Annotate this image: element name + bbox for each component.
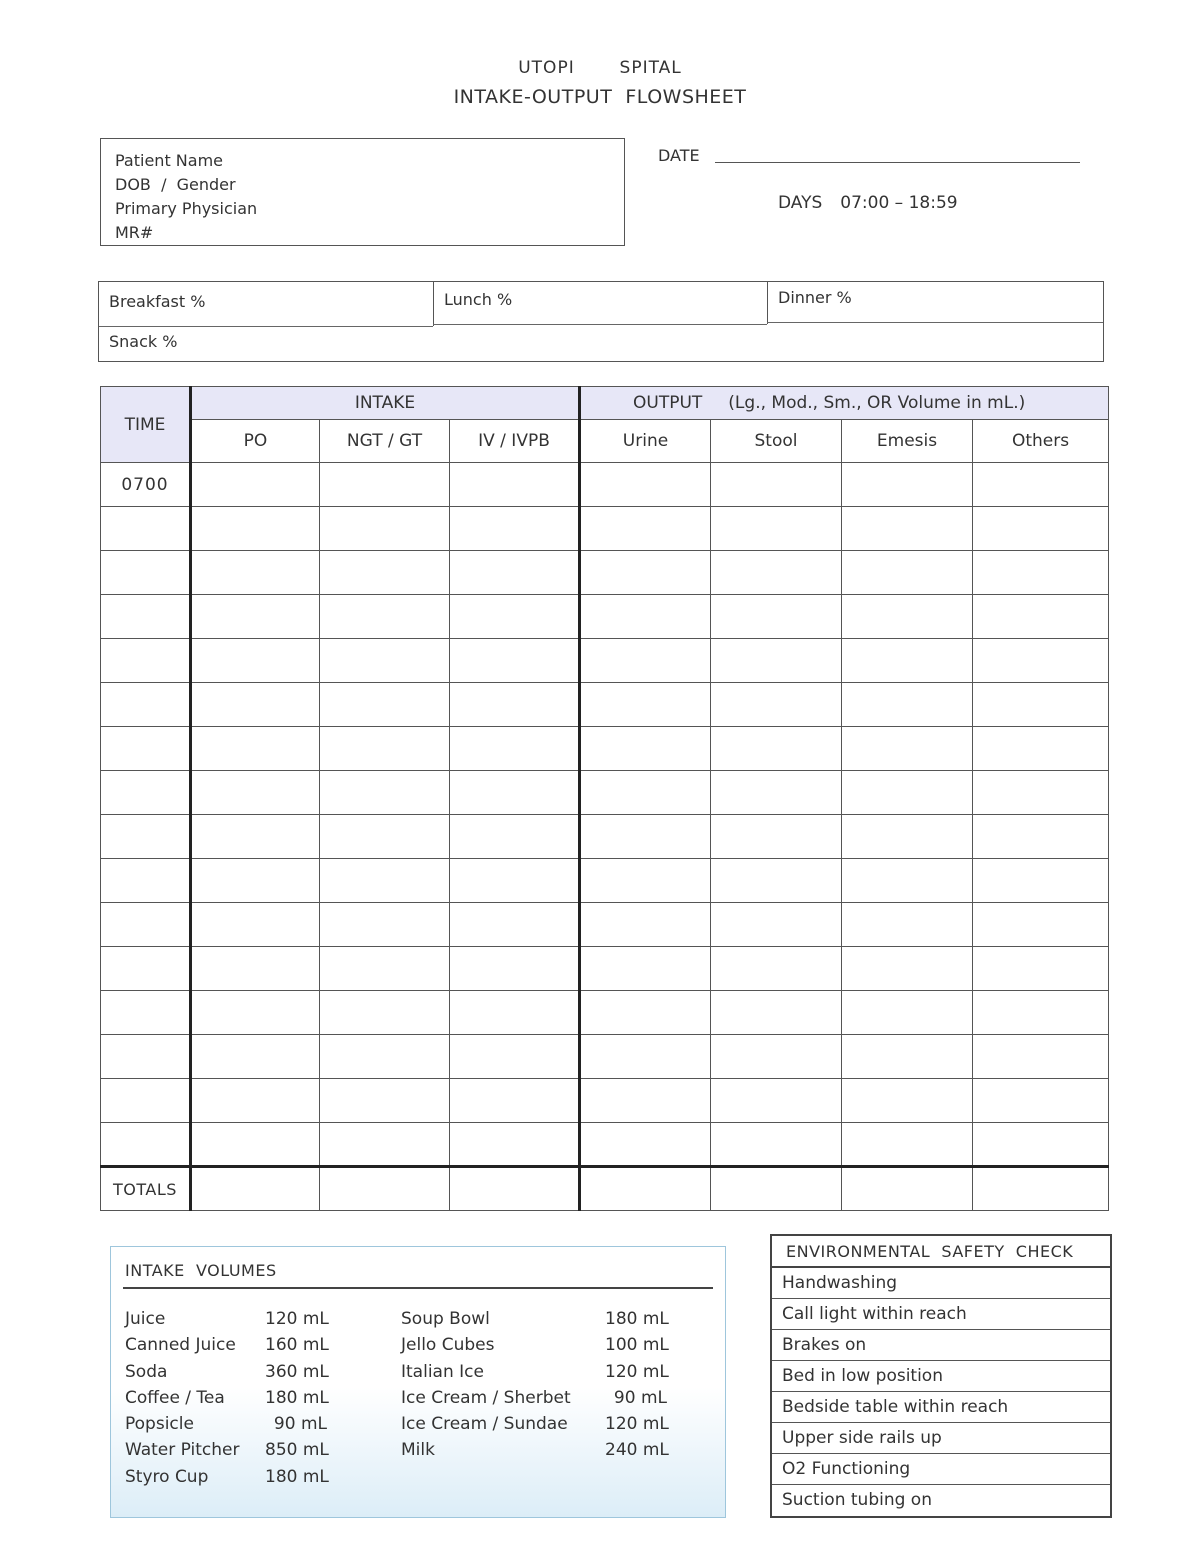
others-cell[interactable] (973, 1079, 1109, 1123)
hospital-name: UTOPI SPITAL (518, 58, 682, 78)
time-header: TIME (101, 387, 191, 463)
urine-cell[interactable] (580, 683, 711, 727)
others-cell[interactable] (973, 727, 1109, 771)
urine-cell[interactable] (580, 727, 711, 771)
emesis-cell[interactable] (842, 771, 973, 815)
stool-cell[interactable] (711, 639, 842, 683)
time-cell[interactable] (101, 595, 191, 639)
intake-output-table (100, 386, 1109, 1211)
intake-volumes-left-list (125, 1309, 355, 1493)
dob-gender-label: DOB / Gender (115, 175, 236, 194)
iv-ivpb-cell[interactable] (450, 1035, 580, 1079)
stool-cell[interactable] (711, 683, 842, 727)
meals-box (98, 281, 1104, 362)
time-cell[interactable]: 0700 (101, 463, 191, 507)
urine-cell[interactable] (580, 595, 711, 639)
dinner-field[interactable] (767, 322, 1103, 323)
ngt-gt-cell[interactable] (320, 771, 450, 815)
others-cell[interactable] (973, 815, 1109, 859)
time-cell[interactable] (101, 727, 191, 771)
safety-check-item[interactable]: Brakes on (772, 1330, 1110, 1361)
intake-volumes-right-list (401, 1309, 681, 1467)
time-cell[interactable] (101, 771, 191, 815)
emesis-cell[interactable] (842, 1123, 973, 1167)
ngt-gt-cell[interactable] (320, 507, 450, 551)
list-item (401, 1414, 681, 1440)
emesis-cell[interactable] (842, 859, 973, 903)
volume-item-name: Canned Juice (125, 1335, 236, 1356)
primary-physician-label: Primary Physician (115, 199, 258, 218)
volume-item-name: Popsicle (125, 1414, 194, 1435)
time-cell[interactable] (101, 991, 191, 1035)
table-row (101, 1079, 1109, 1123)
others-cell[interactable] (973, 551, 1109, 595)
time-cell[interactable] (101, 507, 191, 551)
others-cell[interactable] (973, 771, 1109, 815)
entry-rows (101, 463, 1109, 1167)
po-cell[interactable] (191, 1079, 320, 1123)
volume-item-amount: 90 mL (613, 1387, 667, 1408)
others-cell[interactable] (973, 991, 1109, 1035)
urine-cell[interactable] (580, 903, 711, 947)
volume-item-name: Styro Cup (125, 1466, 209, 1487)
table-row (101, 1035, 1109, 1079)
iv-ivpb-cell[interactable] (450, 771, 580, 815)
emesis-cell[interactable] (842, 727, 973, 771)
others-cell[interactable] (973, 463, 1109, 507)
table-row (101, 991, 1109, 1035)
list-item (401, 1388, 681, 1414)
ngt-gt-cell[interactable] (320, 463, 450, 507)
volume-item-amount: 360 mL (265, 1361, 329, 1382)
stool-cell[interactable] (711, 903, 842, 947)
time-cell[interactable] (101, 1035, 191, 1079)
table-row (101, 683, 1109, 727)
list-item (125, 1335, 355, 1361)
table-row (101, 903, 1109, 947)
po-cell[interactable] (191, 727, 320, 771)
date-label: DATE (658, 146, 700, 165)
urine-cell[interactable] (580, 463, 711, 507)
volume-item-name: Soda (125, 1361, 168, 1382)
emesis-header: Emesis (842, 420, 973, 463)
ngt-gt-cell[interactable] (320, 1079, 450, 1123)
column-header-row (101, 420, 1109, 463)
time-cell[interactable] (101, 947, 191, 991)
lunch-label: Lunch % (444, 290, 513, 309)
snack-label: Snack % (109, 332, 178, 351)
shift-time-range: 07:00 – 18:59 (840, 193, 958, 213)
stool-cell[interactable] (711, 1123, 842, 1167)
volume-item-name: Juice (125, 1309, 166, 1329)
list-item (401, 1440, 681, 1466)
po-cell[interactable] (191, 991, 320, 1035)
ngt-gt-cell[interactable] (320, 1035, 450, 1079)
stool-cell[interactable] (711, 595, 842, 639)
list-item (125, 1362, 355, 1388)
others-cell[interactable] (973, 595, 1109, 639)
urine-cell[interactable] (580, 815, 711, 859)
emesis-cell[interactable] (842, 947, 973, 991)
breakfast-label: Breakfast % (109, 292, 206, 311)
safety-check-item[interactable]: Upper side rails up (772, 1423, 1110, 1454)
time-cell[interactable] (101, 903, 191, 947)
stool-cell[interactable] (711, 1079, 842, 1123)
table-row (101, 947, 1109, 991)
ngt-gt-cell[interactable] (320, 683, 450, 727)
intake-volumes-title: INTAKE VOLUMES (125, 1261, 277, 1280)
iv-ivpb-header: IV / IVPB (450, 420, 580, 463)
table-row (101, 595, 1109, 639)
po-cell[interactable] (191, 683, 320, 727)
others-cell[interactable] (973, 639, 1109, 683)
stool-cell[interactable] (711, 991, 842, 1035)
urine-cell[interactable] (580, 1123, 711, 1167)
volume-item-amount: 180 mL (265, 1387, 329, 1408)
table-row (101, 551, 1109, 595)
volume-item-amount: 90 mL (273, 1414, 327, 1435)
table-row (101, 639, 1109, 683)
emesis-cell[interactable] (842, 991, 973, 1035)
iv-ivpb-cell[interactable] (450, 991, 580, 1035)
po-cell[interactable] (191, 903, 320, 947)
safety-check-item[interactable]: Handwashing (772, 1268, 1110, 1299)
time-cell[interactable] (101, 551, 191, 595)
volume-item-name: Milk (401, 1440, 435, 1461)
ngt-gt-cell[interactable] (320, 595, 450, 639)
list-item (125, 1388, 355, 1414)
urine-cell[interactable] (580, 507, 711, 551)
iv-ivpb-cell[interactable] (450, 639, 580, 683)
po-cell[interactable] (191, 507, 320, 551)
iv-ivpb-cell[interactable] (450, 815, 580, 859)
time-cell[interactable] (101, 859, 191, 903)
urine-cell[interactable] (580, 991, 711, 1035)
others-cell[interactable] (973, 1123, 1109, 1167)
time-cell[interactable] (101, 815, 191, 859)
iv-ivpb-cell[interactable] (450, 463, 580, 507)
volume-item-name: Ice Cream / Sherbet (401, 1387, 571, 1408)
time-cell[interactable] (101, 1079, 191, 1123)
stool-cell[interactable] (711, 507, 842, 551)
po-cell[interactable] (191, 1035, 320, 1079)
stool-cell[interactable] (711, 727, 842, 771)
stool-header: Stool (711, 420, 842, 463)
po-cell[interactable] (191, 639, 320, 683)
total-emesis-cell[interactable] (842, 1167, 973, 1211)
urine-cell[interactable] (580, 639, 711, 683)
table-row (101, 1123, 1109, 1167)
po-cell[interactable] (191, 551, 320, 595)
list-item (125, 1309, 355, 1335)
table-row (101, 815, 1109, 859)
list-item (125, 1440, 355, 1466)
total-others-cell[interactable] (973, 1167, 1109, 1211)
urine-cell[interactable] (580, 947, 711, 991)
lunch-field[interactable] (433, 324, 767, 325)
ngt-gt-cell[interactable] (320, 1123, 450, 1167)
stool-cell[interactable] (711, 947, 842, 991)
date-field[interactable] (715, 162, 1080, 163)
volume-item-name: Ice Cream / Sundae (401, 1414, 568, 1435)
list-item (125, 1467, 355, 1493)
shift-info (778, 193, 958, 213)
totals-label: TOTALS (101, 1167, 191, 1211)
po-cell[interactable] (191, 1123, 320, 1167)
urine-cell[interactable] (580, 1079, 711, 1123)
volume-item-amount: 120 mL (605, 1361, 669, 1382)
iv-ivpb-cell[interactable] (450, 683, 580, 727)
iv-ivpb-cell[interactable] (450, 507, 580, 551)
emesis-cell[interactable] (842, 551, 973, 595)
stool-cell[interactable] (711, 1035, 842, 1079)
stool-cell[interactable] (711, 463, 842, 507)
iv-ivpb-cell[interactable] (450, 947, 580, 991)
intake-header: INTAKE (191, 387, 580, 420)
list-item (125, 1414, 355, 1440)
others-cell[interactable] (973, 947, 1109, 991)
others-cell[interactable] (973, 859, 1109, 903)
mr-number-label: MR# (115, 223, 154, 242)
table-row (101, 771, 1109, 815)
breakfast-field[interactable] (99, 326, 433, 327)
total-urine-cell[interactable] (580, 1167, 711, 1211)
volume-item-name: Jello Cubes (401, 1335, 495, 1356)
emesis-cell[interactable] (842, 463, 973, 507)
output-subheader: (Lg., Mod., Sm., OR Volume in mL.) (728, 393, 1026, 413)
urine-header: Urine (580, 420, 711, 463)
dinner-label: Dinner % (778, 288, 852, 307)
stool-cell[interactable] (711, 859, 842, 903)
urine-cell[interactable] (580, 771, 711, 815)
others-cell[interactable] (973, 507, 1109, 551)
po-cell[interactable] (191, 947, 320, 991)
list-item (401, 1362, 681, 1388)
time-cell[interactable] (101, 1123, 191, 1167)
emesis-cell[interactable] (842, 815, 973, 859)
emesis-cell[interactable] (842, 1079, 973, 1123)
stool-cell[interactable] (711, 551, 842, 595)
ngt-gt-cell[interactable] (320, 639, 450, 683)
stool-cell[interactable] (711, 771, 842, 815)
po-header: PO (191, 420, 320, 463)
volume-item-name: Water Pitcher (125, 1440, 240, 1461)
volume-item-amount: 120 mL (605, 1414, 669, 1435)
ngt-gt-cell[interactable] (320, 727, 450, 771)
po-cell[interactable] (191, 859, 320, 903)
volume-item-amount: 120 mL (265, 1309, 329, 1329)
shift-label: DAYS (778, 193, 823, 213)
ngt-gt-cell[interactable] (320, 859, 450, 903)
volume-item-amount: 100 mL (605, 1335, 669, 1356)
volume-item-name: Italian Ice (401, 1361, 484, 1382)
po-cell[interactable] (191, 463, 320, 507)
iv-ivpb-cell[interactable] (450, 727, 580, 771)
urine-cell[interactable] (580, 859, 711, 903)
total-stool-cell[interactable] (711, 1167, 842, 1211)
safety-check-item[interactable]: Bedside table within reach (772, 1392, 1110, 1423)
safety-check-item[interactable]: O2 Functioning (772, 1454, 1110, 1485)
iv-ivpb-cell[interactable] (450, 1079, 580, 1123)
meal-divider (433, 282, 434, 326)
ngt-gt-cell[interactable] (320, 815, 450, 859)
intake-volumes-box (110, 1246, 726, 1518)
ngt-gt-cell[interactable] (320, 551, 450, 595)
volume-item-amount: 240 mL (605, 1440, 669, 1461)
output-header (580, 387, 1109, 420)
table-row (101, 727, 1109, 771)
others-cell[interactable] (973, 903, 1109, 947)
emesis-cell[interactable] (842, 903, 973, 947)
environmental-safety-check (770, 1234, 1112, 1518)
volume-item-amount: 180 mL (265, 1466, 329, 1487)
others-cell[interactable] (973, 1035, 1109, 1079)
iv-ivpb-cell[interactable] (450, 903, 580, 947)
ngt-gt-cell[interactable] (320, 947, 450, 991)
ngt-gt-header: NGT / GT (320, 420, 450, 463)
volume-item-amount: 160 mL (265, 1335, 329, 1356)
safety-check-item[interactable]: Suction tubing on (782, 1490, 932, 1510)
emesis-cell[interactable] (842, 595, 973, 639)
output-header-label: OUTPUT (633, 393, 703, 413)
safety-check-title: ENVIRONMENTAL SAFETY CHECK (772, 1236, 1110, 1268)
list-item (401, 1335, 681, 1361)
urine-cell[interactable] (580, 1035, 711, 1079)
total-po-cell[interactable] (191, 1167, 320, 1211)
po-cell[interactable] (191, 815, 320, 859)
iv-ivpb-cell[interactable] (450, 859, 580, 903)
safety-check-item[interactable]: Call light within reach (772, 1299, 1110, 1330)
emesis-cell[interactable] (842, 1035, 973, 1079)
iv-ivpb-cell[interactable] (450, 595, 580, 639)
patient-name-label: Patient Name (115, 151, 223, 170)
total-ngt-cell[interactable] (320, 1167, 450, 1211)
volume-item-name: Soup Bowl (401, 1309, 490, 1329)
table-row (101, 859, 1109, 903)
time-cell[interactable] (101, 639, 191, 683)
ngt-gt-cell[interactable] (320, 903, 450, 947)
others-header: Others (973, 420, 1109, 463)
volume-item-amount: 180 mL (605, 1309, 669, 1329)
urine-cell[interactable] (580, 551, 711, 595)
iv-ivpb-cell[interactable] (450, 1123, 580, 1167)
iv-ivpb-cell[interactable] (450, 551, 580, 595)
table-row (101, 507, 1109, 551)
total-iv-cell[interactable] (450, 1167, 580, 1211)
ngt-gt-cell[interactable] (320, 991, 450, 1035)
others-cell[interactable] (973, 683, 1109, 727)
emesis-cell[interactable] (842, 683, 973, 727)
totals-row (101, 1167, 1109, 1211)
meal-divider (767, 282, 768, 324)
volume-item-amount: 850 mL (265, 1440, 329, 1461)
po-cell[interactable] (191, 771, 320, 815)
po-cell[interactable] (191, 595, 320, 639)
emesis-cell[interactable] (842, 507, 973, 551)
volume-item-name: Coffee / Tea (125, 1387, 225, 1408)
safety-check-items (772, 1268, 1110, 1516)
time-cell[interactable] (101, 683, 191, 727)
emesis-cell[interactable] (842, 639, 973, 683)
stool-cell[interactable] (711, 815, 842, 859)
form-title: INTAKE-OUTPUT FLOWSHEET (453, 86, 747, 108)
list-item (401, 1309, 681, 1335)
safety-check-item[interactable]: Bed in low position (772, 1361, 1110, 1392)
divider (123, 1287, 713, 1289)
table-row (101, 463, 1109, 507)
patient-info-box (100, 138, 625, 246)
